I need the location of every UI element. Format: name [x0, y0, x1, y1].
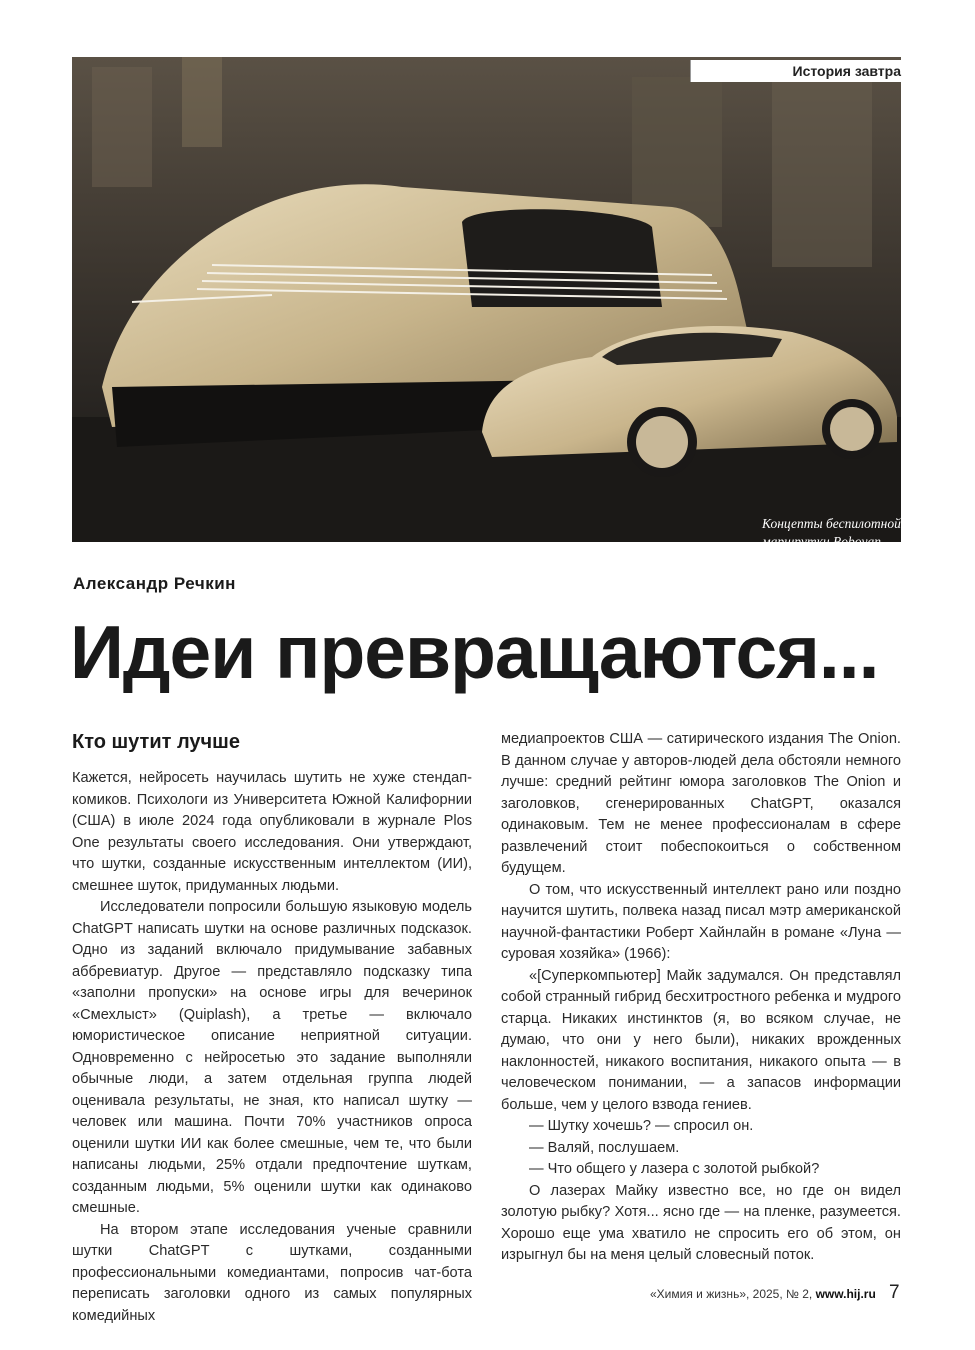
- paragraph: «[Суперкомпьютер] Майк задумался. Он представлял собой странный гибрид бесхитростного ребенка и мудрого старца. Никаких инстинктов (я, во всяком случае, не думаю, что они у него были), никаких врожденных наклонностей, никакого воспитания, никакого опыта — в человеческом понимании, — а запасов информации больше, чем у целого взвода гениев.: [501, 967, 901, 1113]
- footer-site-link[interactable]: www.hij.ru: [815, 1287, 876, 1301]
- paragraph: — Что общего у лазера с золотой рыбкой?: [529, 1161, 820, 1177]
- section-title: История завтра: [792, 63, 901, 79]
- section-label: [690, 60, 975, 82]
- left-column: [72, 768, 472, 1327]
- photo-caption: Концепты беспилотной маршрутки Robovan и роботизированного такси Cybercab: [762, 516, 925, 585]
- paragraph: — Шутку хочешь? — спросил он.: [529, 1118, 754, 1134]
- author-name: Александр Речкин: [73, 574, 236, 593]
- paragraph: Исследователи попросили большую языковую модель ChatGPT написать шутки на основе различных подсказок. Одно из заданий включало придумывание забавных аббревиатур. Другое — представляло подсказку типа «заполни пропуски» на основе игры для вечеринок «Смехлыст» (Quiplash), а третье — включало юмористическое описание неприятной ситуации. Одновременно с нейросетью это задание выполняли обычные люди, а затем отдельная группа людей оценивала результаты, не зная, кто написал шутку — человек или машина. Почти 70% участников опроса оценили шутки ИИ как более смешные, чем те, что были написаны людьми, 25% отдали предпочтение шуткам, созданным людьми, 5% оценили шутки как одинаково смешные.: [72, 899, 472, 1216]
- footer-credit: [650, 1287, 876, 1301]
- paragraph: медиапроектов США — сатирического издания The Onion. В данном случае у авторов-людей дела обстояли немного лучше: средний рейтинг юмора заголовков The Onion и заголовков, сгенерированных ChatGPT, оказался одинаковым. Тем не менее профессионалам в сфере развлечений стоит побеспокоиться о собственном будущем.: [501, 731, 901, 876]
- article-headline: Идеи превращаются...: [70, 610, 879, 694]
- paragraph: О том, что искусственный интеллект рано или поздно научится шутить, полвека назад писал мэтр американской научной-фантастики Роберт Хайнлайн в романе «Луна — суровая хозяйка» (1966):: [501, 881, 901, 962]
- paragraph: Кажется, нейросеть научилась шутить не хуже стендап-комиков. Психологи из Университета Южной Калифорнии (США) в июле 2024 года опубликовали в журнале Plos One результаты своего исследования. Они утверждают, что шутки, созданные искусственным интеллектом (ИИ), смешнее шуток, придуманных людьми.: [72, 770, 472, 894]
- paragraph: О лазерах Майку известно все, но где он видел золотую рыбку? Хотя... ясно где — на пленке, разумеется. Хорошо еще ума хватило не спросить его об этом, он изрыгнул бы на меня целый словесный поток.: [501, 1182, 901, 1263]
- page-number: 7: [889, 1282, 900, 1303]
- paragraph: — Валяй, послушаем.: [529, 1139, 680, 1156]
- right-column: [501, 729, 901, 1267]
- vehicles-illustration: [72, 57, 901, 542]
- section-subheading: Кто шутит лучше: [72, 731, 240, 753]
- paragraph: На втором этапе исследования ученые сравнили шутки ChatGPT с шутками, созданными профессиональными комедиантами, попросив чат-бота переписать заголовки одного из самых популярных комедийных: [72, 1221, 472, 1324]
- footer-text: «Химия и жизнь», 2025, № 2,: [650, 1287, 816, 1301]
